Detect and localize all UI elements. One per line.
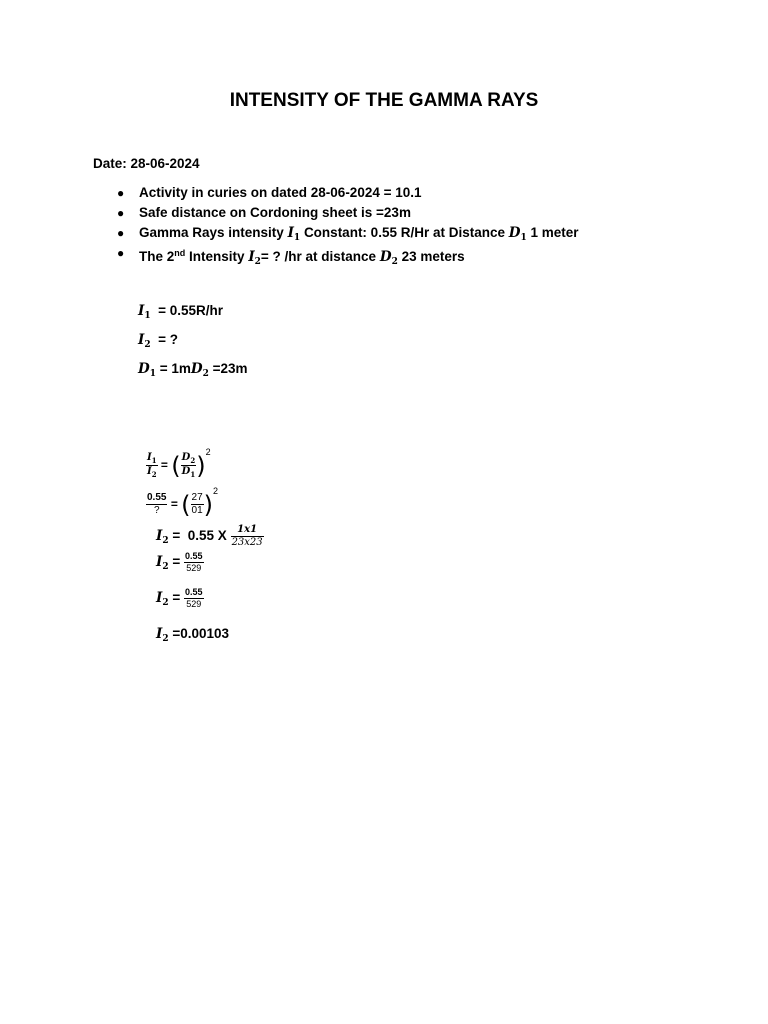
bullet-icon: ● [117,186,125,200]
bullet-icon: ● [117,246,125,260]
formula-result: $I_2 =0.00103$ [156,626,230,644]
bullet-icon: ● [117,226,125,240]
list-item: ● Safe distance on Cordoning sheet is =23m [117,205,411,220]
formula-substitution: $\frac{0.55}{?}$ = ( $\frac{27}{01}$ )$^2$ [147,486,219,519]
math-d1: $D_1$ [508,225,527,243]
given-i2: $I_2$ = ? [138,332,178,350]
formula-step-3: $I_2 = 0.55$ X $\frac{1x1}{23x23}$ [156,524,263,548]
list-item: ● Gamma Rays intensity $I_1$ Constant: 0.55 R/Hr at Distance $D_1$ 1 meter [117,225,579,243]
math-d2: $D_2$ [379,249,398,267]
given-i1: $I_1 = 0.55R/hr$ [138,303,224,321]
list-item: ● The 2nd Intensity $I_2=$ ? /hr at distance $D_2$ 23 meters [117,246,465,267]
bullet-list [114,184,579,267]
date-line: Date: 28-06-2024 [93,156,200,171]
formula-inverse-square: $\frac{I_1}{I_2}$ = ( $\frac{D_2}{D_1}$ )$^2$ [147,447,211,480]
math-i1: $I_1$ [287,225,301,243]
page-title: INTENSITY OF THE GAMMA RAYS [229,90,539,111]
list-item: ● Activity in curies on dated 28-06-2024 = 10.1 [117,185,422,200]
bullet-icon: ● [117,206,125,220]
formula-step-4: $I_2$ = $\frac{0.55}{529}$ [156,551,203,573]
math-i2: $I_2$ [248,249,261,267]
formula-step-5: $I_2$ = $\frac{0.55}{529}$ [156,587,203,609]
given-distances: $D_1 = 1mD_2 =23m$ [138,361,248,379]
